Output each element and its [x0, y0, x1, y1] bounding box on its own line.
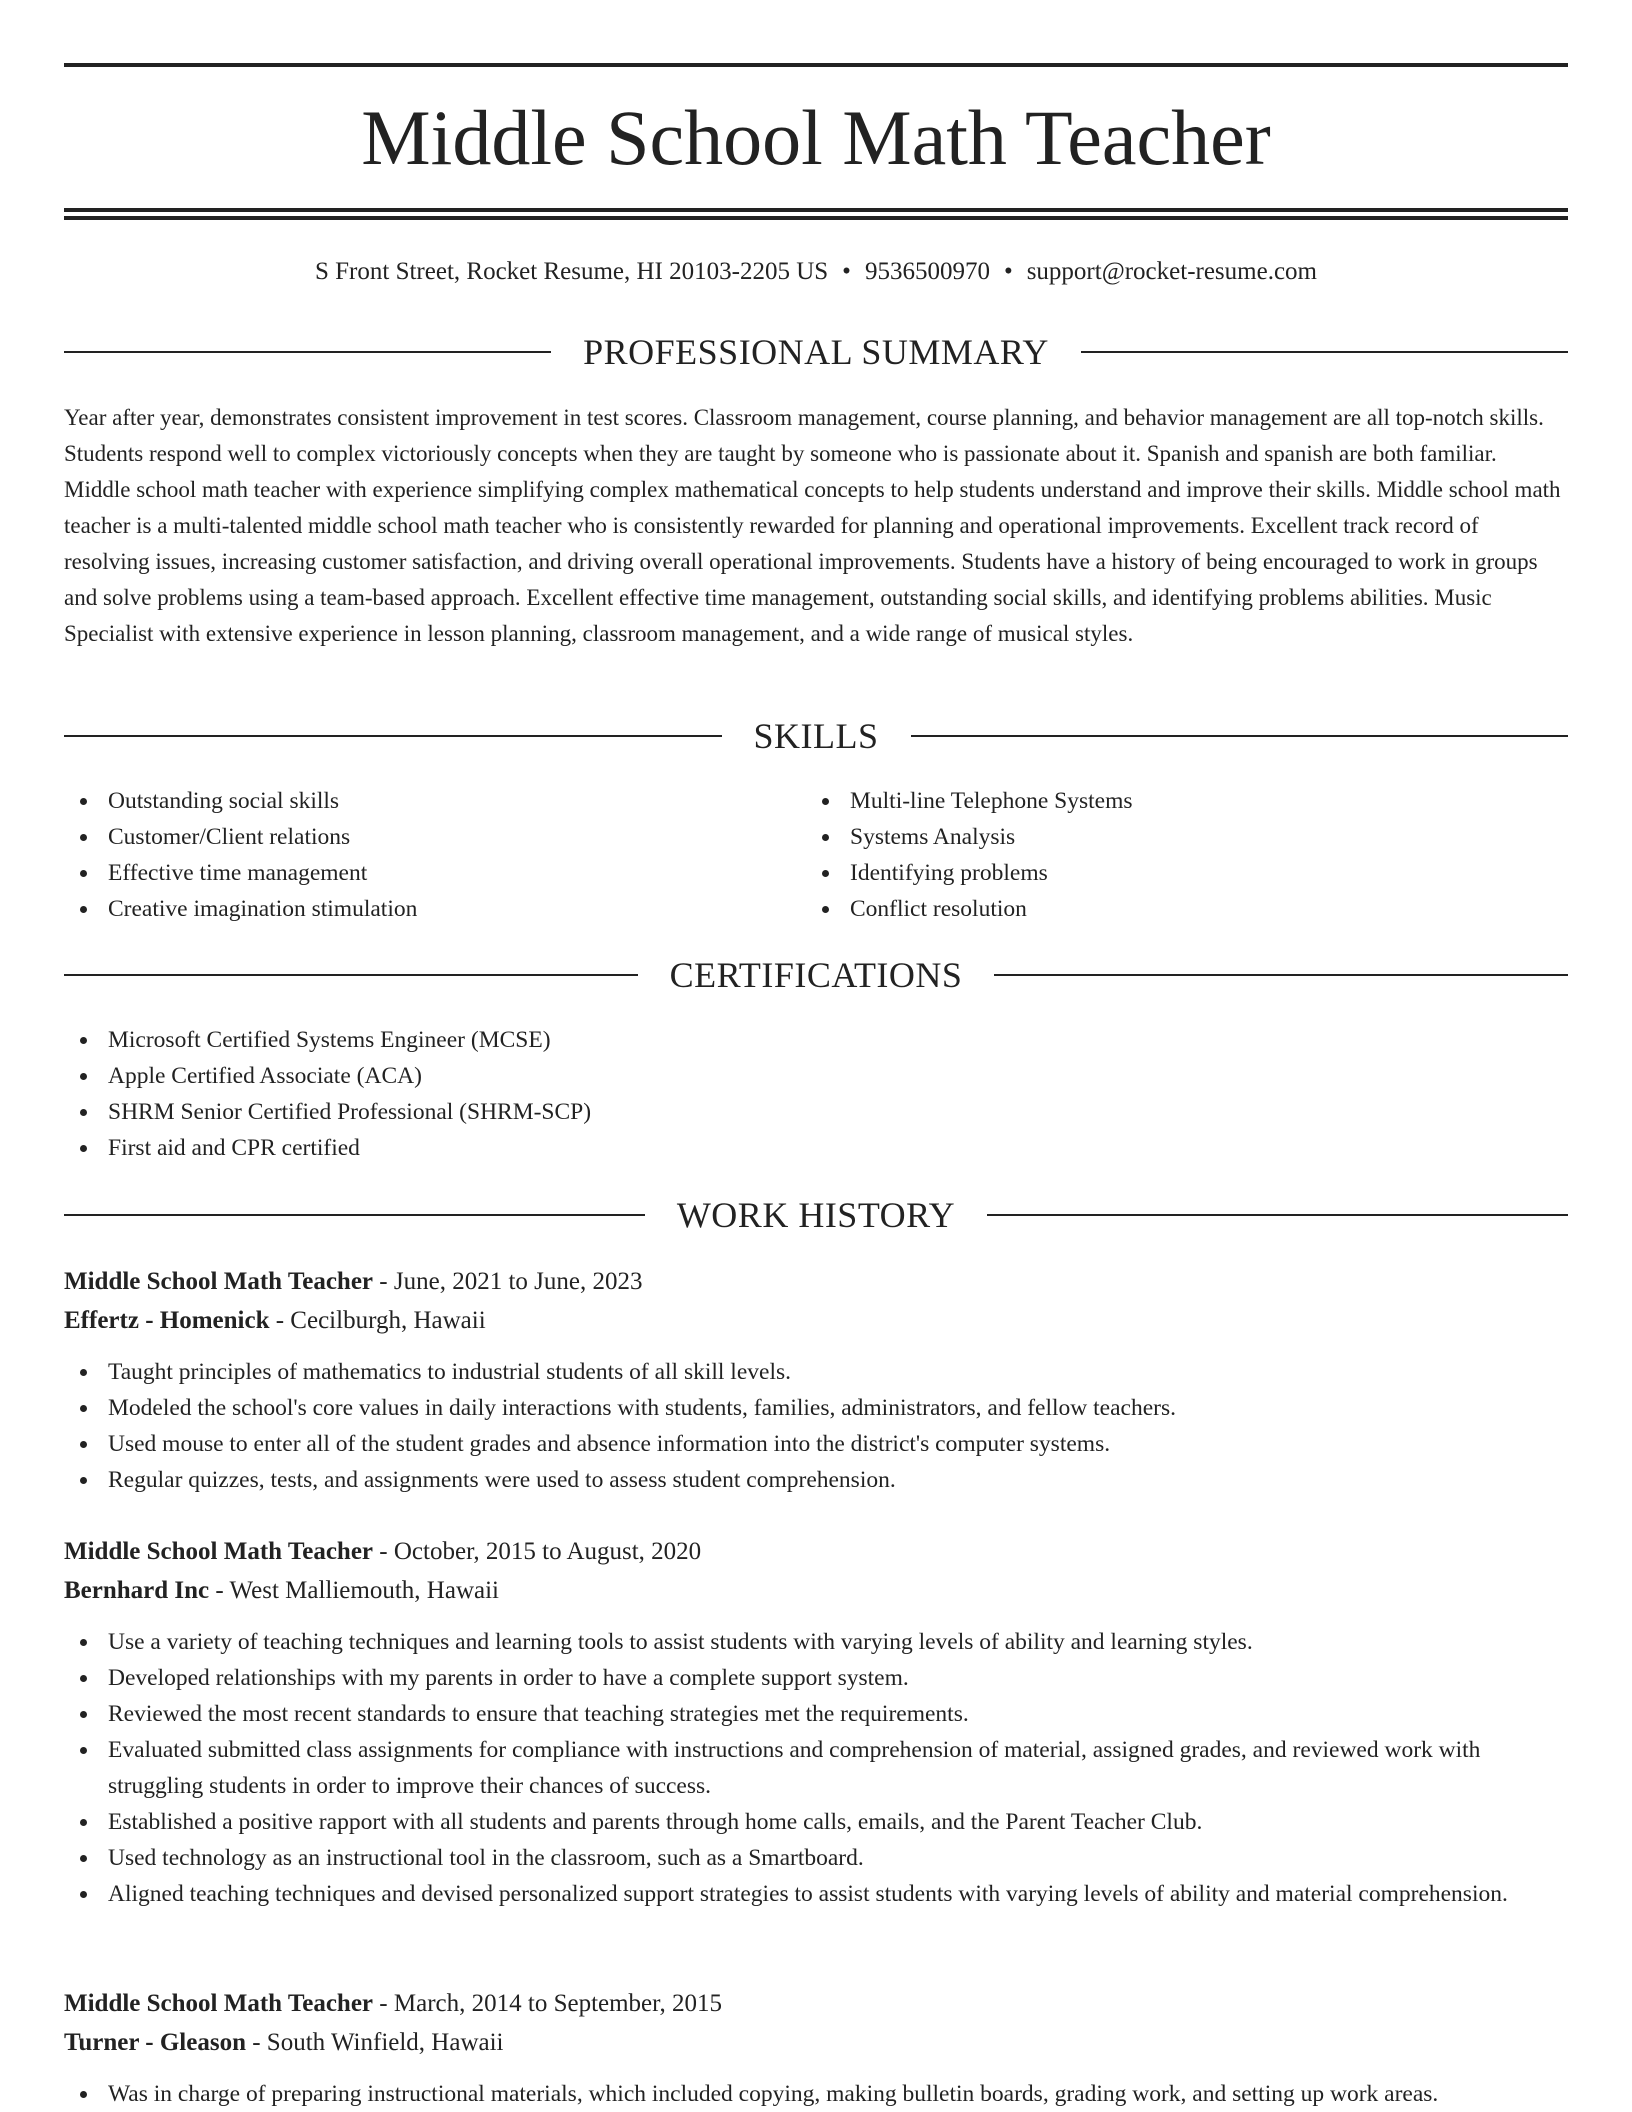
- job-bullet: Evaluated submitted class assignments for compliance with instructions and comprehension of material, assigned grades, and reviewed work with struggling students in order to improve their chances of success.: [64, 1732, 1568, 1804]
- job-bullet: Taught principles of mathematics to industrial students of all skill levels.: [64, 1354, 1568, 1390]
- job-bullet: Established a positive rapport with all students and parents through home calls, emails, and the Parent Teacher Club.: [64, 1804, 1568, 1840]
- job-location: - West Malliemouth, Hawaii: [209, 1577, 499, 1604]
- skill-item: Systems Analysis: [806, 819, 1506, 855]
- resume-title: Middle School Math Teacher: [361, 94, 1271, 181]
- job-bullets: [64, 2076, 1568, 2112]
- skills-list-right: [806, 783, 1506, 927]
- job-bullet: Reviewed the most recent standards to ensure that teaching strategies met the requirements.: [64, 1696, 1568, 1732]
- contact-phone: 9536500970: [864, 258, 990, 285]
- section-rule: [64, 735, 722, 737]
- job-location: - South Winfield, Hawaii: [245, 2029, 504, 2056]
- job-bullets: [64, 1354, 1568, 1498]
- job-title: Middle School Math Teacher: [64, 1990, 374, 2017]
- job-dates: - March, 2014 to September, 2015: [373, 1990, 722, 2017]
- section-heading-skills: [64, 714, 1568, 758]
- job-bullet: Modeled the school's core values in daily interactions with students, families, administrators, and fellow teachers.: [64, 1390, 1568, 1426]
- skill-item: Customer/Client relations: [64, 819, 764, 855]
- job-bullets: [64, 1624, 1568, 1912]
- section-title: WORK HISTORY: [676, 1195, 956, 1235]
- job-title-line: [64, 1984, 1568, 2023]
- job-company-line: [64, 1571, 1568, 1610]
- skill-item: Identifying problems: [806, 855, 1506, 891]
- section-rule: [987, 1214, 1568, 1216]
- section-rule: [911, 735, 1569, 737]
- section-heading-work-history: [64, 1193, 1568, 1237]
- certification-item: Apple Certified Associate (ACA): [64, 1058, 1568, 1094]
- contact-line: [64, 254, 1568, 290]
- section-heading-summary: [64, 330, 1568, 374]
- job-bullet: Use a variety of teaching techniques and learning tools to assist students with varying levels of ability and learning styles.: [64, 1624, 1568, 1660]
- job-title: Middle School Math Teacher: [64, 1538, 374, 1565]
- job-bullet: Developed relationships with my parents in order to have a complete support system.: [64, 1660, 1568, 1696]
- summary-text: Year after year, demonstrates consistent improvement in test scores. Classroom management, course planning, and behavior management are all top-notch skills. Students respond well to complex victoriously concepts when they are taught by someone who is passionate about it. Spanish and spanish are both familiar. Middle school math teacher with experience simplifying complex mathematical concepts to help students understand and improve their skills. Middle school math teacher is a multi-talented middle school math teacher who is consistently rewarded for planning and operational improvements. Excellent track record of resolving issues, increasing customer satisfaction, and driving overall operational improvements. Students have a history of being encouraged to work in groups and solve problems using a team-based approach. Excellent effective time management, outstanding social skills, and identifying problems abilities. Music Specialist with extensive experience in lesson planning, classroom management, and a wide range of musical styles.: [64, 405, 1561, 646]
- skill-item: Creative imagination stimulation: [64, 891, 764, 927]
- job-company: Turner - Gleason: [64, 2029, 246, 2056]
- certification-item: First aid and CPR certified: [64, 1130, 1568, 1166]
- job-bullet: Regular quizzes, tests, and assignments were used to assess student comprehension.: [64, 1462, 1568, 1498]
- job-entry: [64, 1984, 1568, 2112]
- section-heading-certifications: [64, 953, 1568, 997]
- job-entry: [64, 1262, 1568, 1498]
- header-bottom-rule-second: [64, 216, 1568, 220]
- contact-separator: •: [1003, 258, 1013, 285]
- section-rule: [64, 974, 638, 976]
- job-title-line: [64, 1532, 1568, 1571]
- job-bullet: Was in charge of preparing instructional materials, which included copying, making bulletin boards, grading work, and setting up work areas.: [64, 2076, 1568, 2112]
- section-rule: [64, 1214, 645, 1216]
- job-company: Bernhard Inc: [64, 1577, 210, 1604]
- skills-list-left: [64, 783, 764, 927]
- section-rule: [994, 974, 1568, 976]
- job-location: - Cecilburgh, Hawaii: [269, 1307, 486, 1334]
- job-bullet: Aligned teaching techniques and devised personalized support strategies to assist students with varying levels of ability and material comprehension.: [64, 1876, 1568, 1912]
- certifications-list: [64, 1022, 1568, 1166]
- job-entry: [64, 1532, 1568, 1912]
- job-bullet: Used technology as an instructional tool in the classroom, such as a Smartboard.: [64, 1840, 1568, 1876]
- skill-item: Conflict resolution: [806, 891, 1506, 927]
- contact-separator: •: [842, 258, 851, 285]
- job-company-line: [64, 2023, 1568, 2062]
- section-rule: [64, 351, 551, 353]
- job-dates: - October, 2015 to August, 2020: [373, 1538, 702, 1565]
- job-company: Effertz - Homenick: [64, 1307, 270, 1334]
- certification-item: SHRM Senior Certified Professional (SHRM-SCP): [64, 1094, 1568, 1130]
- job-company-line: [64, 1301, 1568, 1340]
- skill-item: Effective time management: [64, 855, 764, 891]
- section-title: PROFESSIONAL SUMMARY: [583, 332, 1049, 372]
- section-title: SKILLS: [753, 716, 879, 756]
- skill-item: Outstanding social skills: [64, 783, 764, 819]
- header-bottom-rule: [64, 208, 1568, 212]
- certification-item: Microsoft Certified Systems Engineer (MCSE): [64, 1022, 1568, 1058]
- section-title: CERTIFICATIONS: [669, 955, 963, 995]
- header-top-rule: [64, 63, 1568, 67]
- skill-item: Multi-line Telephone Systems: [806, 783, 1506, 819]
- contact-email: support@rocket-resume.com: [1026, 258, 1317, 285]
- job-bullet: Used mouse to enter all of the student grades and absence information into the district's computer systems.: [64, 1426, 1568, 1462]
- section-rule: [1081, 351, 1568, 353]
- job-title: Middle School Math Teacher: [64, 1268, 374, 1295]
- job-title-line: [64, 1262, 1568, 1301]
- job-dates: - June, 2021 to June, 2023: [373, 1268, 643, 1295]
- contact-address: S Front Street, Rocket Resume, HI 20103-2205 US: [315, 258, 829, 285]
